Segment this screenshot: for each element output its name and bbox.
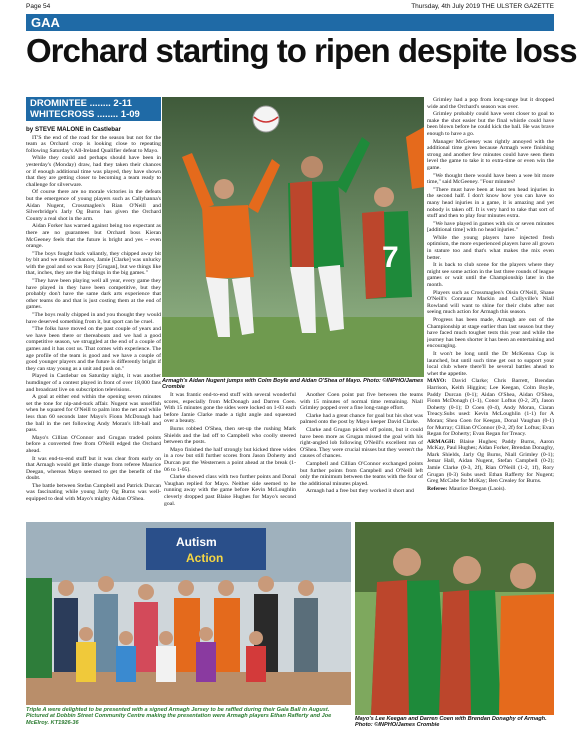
article-column-3 (300, 392, 423, 520)
paragraph: Of course there are no morale victories in the defeats but the emergence of young players such as Callyhanna's Aidan Nugent, Crossmaglen's Rian O'Neill and Silverbridge's Jarly Og Burns has given the Orchard County a real shot in the arm. (26, 189, 161, 222)
players-photo (355, 522, 554, 715)
paragraph: Burns robbed O'Shea, then set-up the rushing Mark Shields and the lad off to Campbell who coolly steered between the posts. (164, 425, 296, 446)
paragraph: Played in Castlebar on Saturday night, it was another humdinger of a contest played in front of over 18,000 fans and broadcast live on subscription televisions. (26, 373, 161, 393)
armagh-lineup: Blaise Hughes; Paddy Burns, Aaron McKay, Paul Hughes; Aidan Forker, Brendan Donaghy, Mark Shields, Jarly Og Burns, Niall Grimley (0-1); Jemar Hall, Aidan Nugent, Stefan Campbell (0-2); Jamie Clarke (0-3, 2f), Rian O'Neill (1-2, 1f), Rory Grugan (0-3) Subs used: Ethan Rafferty for Nugent; Greg McCabe for McKay; Ben Crealey for Burns. (427, 438, 554, 485)
mayo-lineup: David Clarke; Chris Barrett, Brendan Harrison, Keith Higgins; Lee Keegan, Colm Boyle, Paddy Durcan (0-1); Aidan O'Shea, Aidan O'Shea, Fionn McDonagh (1-1), Conor Loftus (0-2, 2f), Jason Doherty (0-1); D Coen (0-4), Andy Moran, Ciaran Treacy.Subs used: Kevin McLoughlin (1-1) for A Moran; Shea Coen for Keegan, Donal Vaughan (0-1) for Murray; Cillian O'Connor (0-2, 2f) for Loftus; Evan Regan for Doherty; Evan Regan for Treacy. (427, 378, 554, 438)
match-photo-illustration (162, 97, 424, 377)
paragraph: While they could and perhaps should have been in yesterday's (Monday) draw, had they taken their chances or if enough additional time was played, they have shown that they are getting closer to becoming a team ready to challenge for silverware. (26, 155, 161, 188)
paragraph: Armagh had a free but they worked it short and (306, 488, 414, 495)
paragraph: "There must have been at least ten head injuries in the second half. I don't know how you can have so many head injuries in a game, it is amazing and yet nobody is taken off. It is very hard to take that sort of stuff and then to play four minutes extra. (427, 186, 554, 220)
players-photo-caption: Mayo's Lee Keegan and Darren Coen with Brendan Donaghy of Armagh. Photo: ©INPHO/James Crombie (355, 716, 547, 729)
score-box (26, 97, 161, 121)
paragraph: Mayo finished the half strongly but kicked three wides in a row but still further scores from Jason Doherty and Durcan put the Westerners a point ahead at the break (1-06 to 1-05). (164, 446, 296, 473)
page-header (0, 0, 580, 14)
score-line-1: DROMINTEE ........ 2-11 (30, 98, 132, 109)
referee-line (427, 486, 554, 493)
page-number: Page 54 (26, 3, 51, 10)
section-banner: GAA (26, 14, 554, 31)
paragraph: Campbell and Cillian O'Connor exchanged points but further points from Campbell and O'Neill left only the minimum between the teams with the four of the additional minutes played. (300, 460, 423, 487)
paragraph: Clarke showed class with two further points and Donal Vaughan replied for Mayo. Neither side seemed to be running away with the game before Kevin McLoughlin cleverly dropped past Blaise Hughes for Mayo's second goal. (164, 474, 296, 507)
score-line-2: WHITECROSS ........ 1-09 (30, 109, 140, 120)
referee-name: Maurice Deegan (Laois). (448, 485, 506, 492)
paragraph: Clarke and Grugan picked off points, but it could have been more as Grugan missed the goal with his right-angled lob following O'Neill's excellent run of O'Shea. They were crucial misses but they weren't the causes of chances. (300, 426, 423, 460)
headline: Orchard starting to ripen despite loss (26, 32, 577, 69)
paragraph: The battle between Stefan Campbell and Patrick Durcan was fascinating while young Jarly Og Burns was well-equipped to deal with Mayo's mighty Aidan O'Shea. (26, 482, 161, 503)
paragraph: Mayo's Cillian O'Connor and Grugan traded points before a converted free from O'Neill edged the Orchard ahead. (26, 434, 161, 454)
match-photo-caption: Armagh's Aidan Nugent jumps with Colm Boyle and Aidan O'Shea of Mayo. Photo: ©INPHO/James Crombie (162, 378, 424, 391)
players-photo-illustration (355, 522, 554, 715)
paragraph: It was end-to-end stuff but it was clear from early on that Armagh would get little change from referee Maurice Deegan, whereas Mayo seemed to get the benefit of the doubt. (26, 455, 161, 482)
mayo-team (427, 378, 554, 437)
date-line: Thursday, 4th July 2019 THE ULSTER GAZETTE (411, 3, 554, 10)
armagh-label: ARMAGH: (427, 438, 456, 445)
article-column-1 (26, 125, 161, 520)
paragraph: Manager McGeeney was rightly annoyed with the additional time given because Armagh were finishing strong and another few minutes could have seen them level the game to take it to extra-time or even win the game. (427, 138, 554, 171)
paragraph: Another Coen point put five between the teams with 15 minutes of normal time remaining. Niall Grimley popped over a fine long-range effort. (300, 392, 423, 412)
paragraph: "They have been playing well all year, every game they have played in they have been competitive, but they probably don't have the same dark arts experience that other teams do and that is just costing them at the end of games. (26, 278, 161, 311)
paragraph: While the young players have injected fresh optimism, the more experienced players have all grown in stature too and that's what makes the mix even better. (427, 234, 554, 261)
paragraph: Clarke had a great chance for goal but his shot was palmed onto the post by Mayo keeper David Clarke. (300, 412, 423, 426)
paragraph: "The folks have moved on the past couple of years and we have been there or thereabouts and we had a good competitive season, we struggled at the end of a couple of games and it has cost us. That comes with experience. The age profile of the team is good and we have a couple of good younger players and the future is differently bright if they can stay young as a unit and push on." (26, 326, 161, 372)
paragraph: Players such as Crossmaglen's Oisin O'Neill, Shane O'Neill's Conrauar Mackin and Cullyville's Niall Rowland will want to shine for their clubs after not seeing much action for Armagh this season. (427, 289, 554, 316)
paragraph: "We thought there would have been a wee bit more time," said McGeeney. "Four minutes? (427, 172, 554, 186)
referee-label: Referee: (427, 485, 448, 492)
presentation-photo (26, 522, 351, 705)
article-column-2 (164, 392, 296, 520)
paragraph: It won't be long until the Dr McKenna Cup is launched, but until such time get out to support your local club where there'll be several battles ahead to whet the appetite. (427, 350, 554, 377)
paragraph: It was frantic end-to-end stuff with several wonderful scores, especially from McDonagh and Darren Coen. With 15 minutes gone the sides were locked on 1-03 each before Jamie Clarke made a tight angle and squeezed over a beauty. (164, 392, 296, 425)
banner-text-1: Autism (176, 535, 217, 549)
paragraph: "We have played in games with six or seven minutes [additional time] with no head injuries." (427, 220, 554, 234)
mayo-label: MAYO: (427, 378, 447, 385)
paragraph: "The boys really chipped in and you thought they would have deserved something from it, but sport can be cruel. (26, 312, 161, 325)
jersey-number: 7 (382, 241, 399, 274)
banner-text-2: Action (186, 551, 224, 565)
paragraph: "The boys fought back valiantly, they chipped away bit by bit and we missed chances, Jamie [Clarke] was unlucky with the goal and so was Rory [Grugan], but we things like that, inches, they are the big things in the big games." (26, 250, 161, 277)
presentation-photo-illustration (26, 522, 351, 705)
article-column-4 (427, 97, 554, 524)
paragraph: Aidan Forker has warned against being too expectant as there are no guarantees but Orchard boss Kieran McGeeney feels that the future is bright and yes – even orange. (26, 223, 161, 250)
armagh-team (427, 439, 554, 485)
byline: by STEVE MALONE in Castlebar (26, 126, 121, 133)
paragraph: A goal at either end within the opening seven minutes set the tone for nip-and-tuck affair. Nugent was unselfish when he squared for O'Neill to palm into the net and while less than 60 seconds later Mayo's Fionn McDonagh had the ball in the net following Andy Moran's lift-ball and pass. (26, 394, 161, 434)
match-photo (162, 97, 424, 377)
paragraph: Progress has been made, Armagh are out of the Championship at stage earlier than last season but they have faced much tougher tests this year and while the journey has been shorter it has been an entertaining and encouraging. (427, 317, 554, 350)
paragraph: It is back to club scene for the players where they might see some action in the last three rounds of league games or wait until the Championship later in the month. (427, 262, 554, 289)
paragraph: IT'S the end of the road for the season but not for the team as Orchard crop is looking close to repeating following Saturday's All-Ireland Qualifier defeat to Mayo. (26, 134, 161, 154)
paragraph: Grimley had a pop from long-range but it dropped wide and the Orchard's season was over. (427, 97, 554, 110)
presentation-photo-caption: Triple A were delighted to be presented with a signed Armagh Jersey to be raffled during their Gala Ball in August. Pictured at Dobbin Street Community Centre making the presentation were Armagh players Ethan Rafferty and Joe McElroy. KT1926-36 (26, 707, 332, 726)
paragraph: Grimley probably could have went closer to goal to make the shot easier but the final whistle could have been blown before he could kick the ball. He was brave enough to have a go. (427, 111, 554, 137)
